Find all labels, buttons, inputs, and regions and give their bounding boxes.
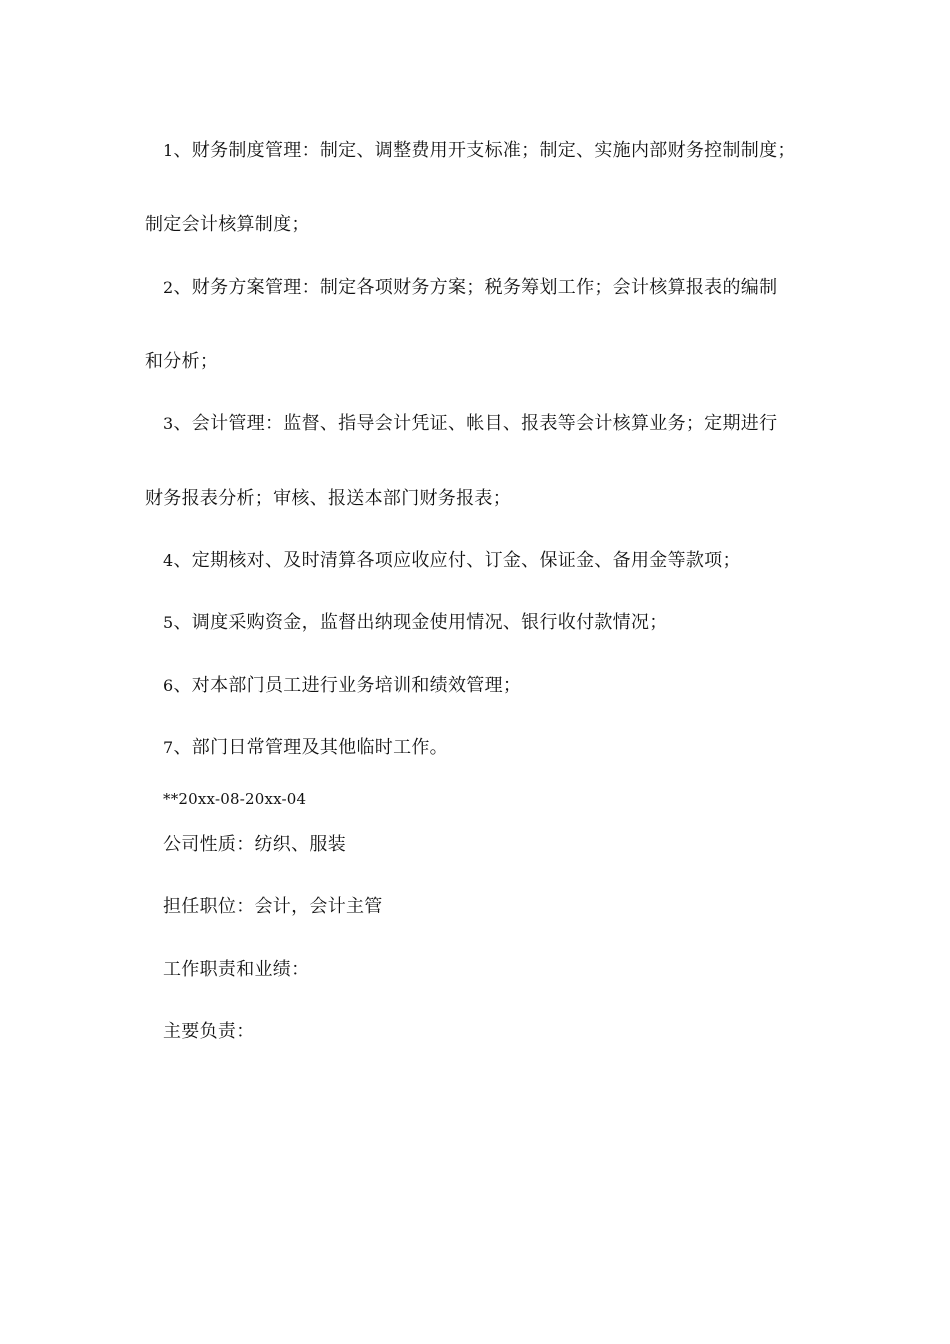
item-text: 、财务方案管理：制定各项财务方案；税务筹划工作；会计核算报表的编制 [173, 277, 778, 298]
item-text: 、定期核对、及时清算各项应收应付、订金、保证金、备用金等款项； [173, 550, 741, 571]
item-number: 2 [163, 278, 174, 297]
item-text: 、部门日常管理及其他临时工作。 [173, 737, 448, 758]
duty-item-7 [163, 736, 448, 760]
item-text: 、会计管理：监督、指导会计凭证、帐目、报表等会计核算业务；定期进行 [173, 413, 778, 434]
duty-item-4 [163, 549, 741, 573]
company-nature: 公司性质：纺织、服装 [163, 834, 346, 855]
duty-item-3 [163, 412, 777, 436]
item-number: 1 [163, 141, 174, 160]
duty-item-1-continuation: 制定会计核算制度； [145, 214, 310, 235]
position-held: 担任职位：会计，会计主管 [163, 896, 383, 917]
item-text: 、调度采购资金，监督出纳现金使用情况、银行收付款情况； [173, 612, 668, 633]
item-number: 4 [163, 551, 174, 570]
employment-period: **20xx-08-20xx-04 [163, 790, 307, 808]
item-number: 5 [163, 613, 174, 632]
item-text: 、对本部门员工进行业务培训和绩效管理； [173, 675, 522, 696]
item-number: 6 [163, 676, 174, 695]
main-responsibilities-heading: 主要负责： [163, 1021, 255, 1042]
duty-item-5 [163, 611, 668, 635]
item-number: 7 [163, 738, 174, 757]
item-text: 、财务制度管理：制定、调整费用开支标准；制定、实施内部财务控制制度； [173, 140, 796, 161]
duty-item-6 [163, 674, 521, 698]
duty-item-2-continuation: 和分析； [145, 351, 219, 372]
duties-heading: 工作职责和业绩： [163, 959, 310, 980]
item-number: 3 [163, 414, 174, 433]
duty-item-1 [163, 139, 796, 163]
duty-item-3-continuation: 财务报表分析；审核、报送本部门财务报表； [145, 488, 511, 509]
duty-item-2 [163, 276, 777, 300]
